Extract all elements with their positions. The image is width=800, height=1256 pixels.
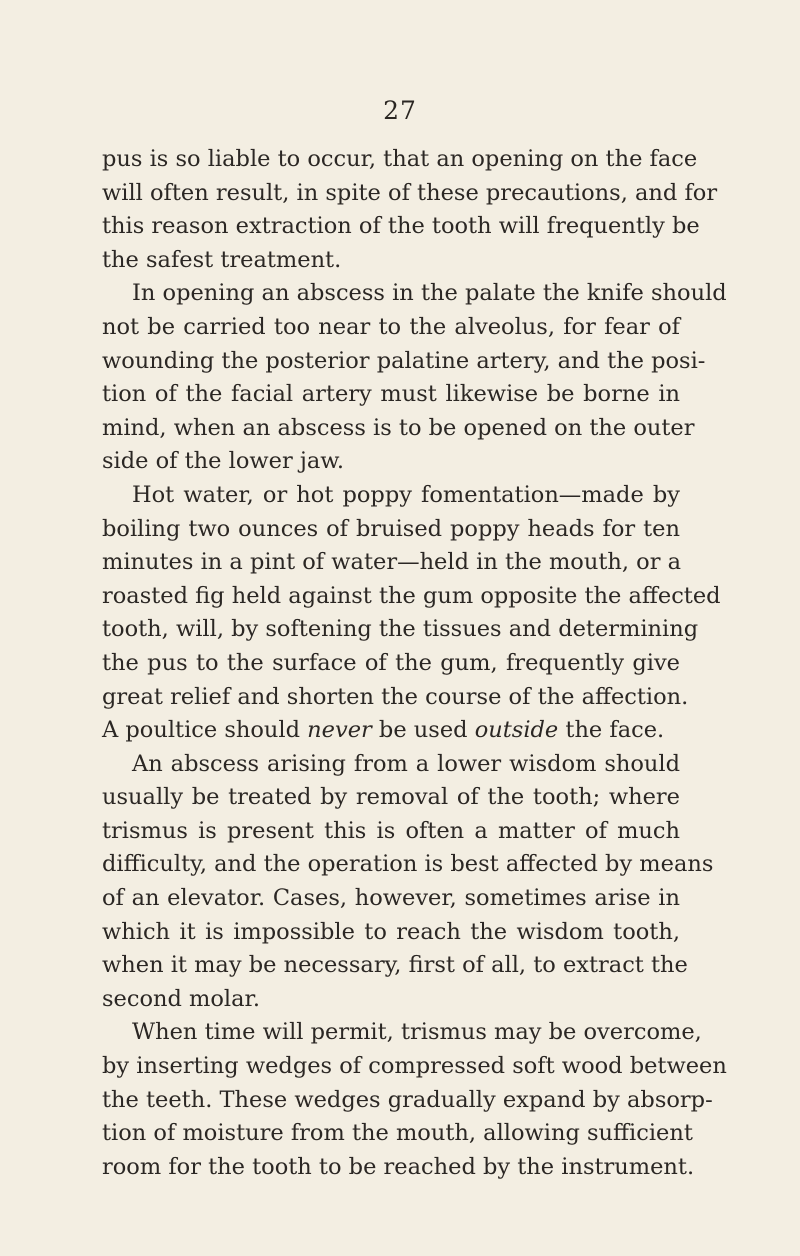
text-line: pus is so liable to occur, that an opening on the face xyxy=(102,146,698,172)
text-line: usually be treated by removal of the tooth; where xyxy=(102,784,680,811)
text-line: An abscess arising from a lower wisdom should xyxy=(132,750,680,777)
emphasis-outside: outside xyxy=(474,717,559,744)
paragraph-2 xyxy=(102,277,727,479)
text-line: tooth, will, by softening the tissues and determining xyxy=(102,616,699,643)
text-line: roasted fig held against the gum opposite the affected xyxy=(102,582,721,609)
text-line: tion of moisture from the mouth, allowing sufficient xyxy=(102,1120,693,1147)
paragraph-5 xyxy=(102,1016,727,1184)
text-line: second molar. xyxy=(102,985,260,1012)
text-line: wounding the posterior palatine artery, and the posi- xyxy=(102,347,706,374)
text-line: great relief and shorten the course of the affection. xyxy=(102,683,689,710)
body-text xyxy=(102,143,727,1184)
page-number: 27 xyxy=(383,96,417,125)
text-line: difficulty, and the operation is best affected by means xyxy=(102,851,714,878)
text-fragment: be used xyxy=(371,717,475,744)
text-line: When time will permit, trismus may be overcome, xyxy=(132,1019,702,1046)
paragraph-4 xyxy=(102,748,714,1017)
paragraph-1 xyxy=(102,143,718,277)
text-line: In opening an abscess in the palate the knife should xyxy=(132,280,727,307)
text-line: the safest treatment. xyxy=(102,246,342,273)
text-line: the pus to the surface of the gum, frequently give xyxy=(102,649,680,676)
paragraph-3 xyxy=(102,479,721,748)
text-line: side of the lower jaw. xyxy=(102,448,344,475)
text-line: this reason extraction of the tooth will frequently be xyxy=(102,213,700,240)
text-fragment: the face. xyxy=(558,717,665,744)
text-line: room for the tooth to be reached by the instrument. xyxy=(102,1153,695,1180)
text-line: tion of the facial artery must likewise be borne in xyxy=(102,381,680,408)
text-line: which it is impossible to reach the wisdom tooth, xyxy=(102,918,680,945)
emphasis-never: never xyxy=(307,717,372,744)
text-line-with-emphasis xyxy=(102,714,680,748)
text-line: by inserting wedges of compressed soft wood between xyxy=(102,1053,727,1080)
text-line: of an elevator. Cases, however, sometimes arise in xyxy=(102,885,680,912)
text-line: will often result, in spite of these precautions, and for xyxy=(102,179,718,206)
text-line: not be carried too near to the alveolus, for fear of xyxy=(102,313,680,340)
text-line: when it may be necessary, first of all, to extract the xyxy=(102,952,688,979)
text-fragment: A poultice should xyxy=(102,717,308,744)
text-line: minutes in a pint of water—held in the mouth, or a xyxy=(102,549,682,576)
text-line: mind, when an abscess is to be opened on the outer xyxy=(102,414,695,441)
text-line: boiling two ounces of bruised poppy heads for ten xyxy=(102,515,680,542)
text-line: Hot water, or hot poppy fomentation—made by xyxy=(132,481,680,508)
text-line: the teeth. These wedges gradually expand by absorp- xyxy=(102,1086,713,1113)
text-line: trismus is present this is often a matter of much xyxy=(102,817,680,844)
